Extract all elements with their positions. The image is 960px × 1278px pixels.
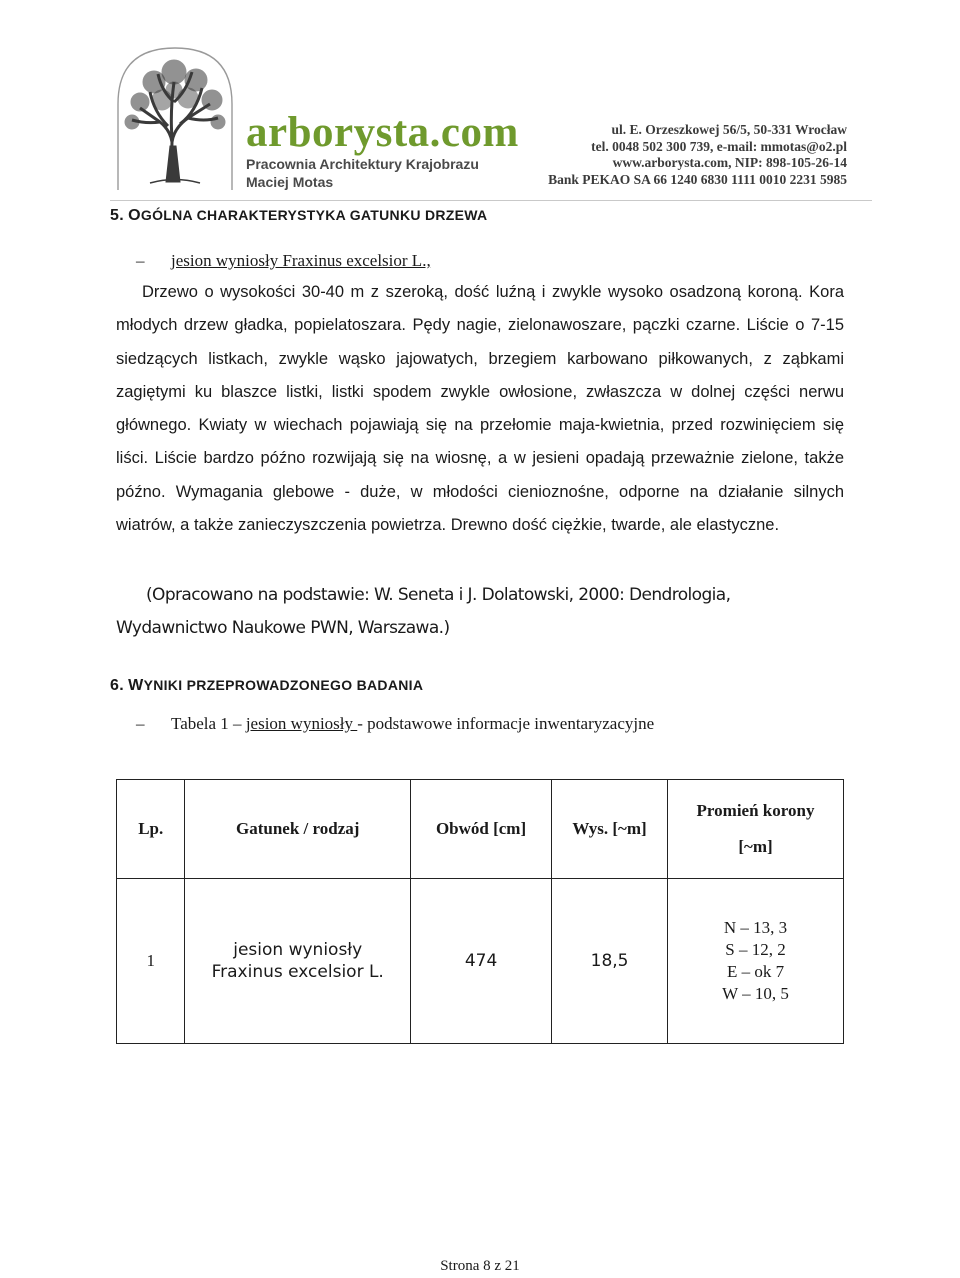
header-gatunek: Gatunek / rodzaj [185,780,410,879]
inventory-table [116,779,844,1044]
species-description: Drzewo o wysokości 30-40 m z szeroką, dość luźną i zwykle wysoko osadzoną koroną. Kora młodych drzew gładka, popielatoszara. Pędy nagie, zielonawoszare, pączki czarne. Liście o 7-15 siedzących listkach, zwykle wąsko jajowatych, brzegiem karbowano piłkowanych, z ząbkami zagiętymi ku blaszce listki, listki spodem zwykle owłosione, zwłaszcza w dolnej części nerwu głównego. Kwiaty w wiechach pojawiają się na przełomie maja-kwietnia, przed rozwinięciem się liści. Liście bardzo późno rozwijają się na wiosnę, a w jesieni opadają przeważnie zielone, także późno. Wymagania glebowe - duże, w młodości cienioznośne, odporne na działanie silnych wiatrów, a także zanieczyszczenia powietrza. Drewno dość ciężkie, twarde, ale elastyczne. [116,283,844,535]
contact-web-nip: www.arborysta.com, NIP: 898-105-26-14 [612,155,847,170]
section-5-heading: 5. OGÓLNA CHARAKTERYSTYKA GATUNKU DRZEWA [110,207,488,224]
brand-name: arborysta.com [246,109,519,156]
page-number: Strona 8 z 21 [440,1258,520,1274]
table-row [117,879,844,1044]
contact-block [548,122,847,188]
header-lp: Lp. [117,780,185,879]
brand-subtitle: Pracownia Architektury Krajobrazu [246,156,479,172]
table-header-row [117,780,844,879]
cell-obwod: 474 [410,879,551,1044]
species-name-link: jesion wyniosły Fraxinus excelsior L., [171,251,431,270]
cell-wys: 18,5 [552,879,668,1044]
contact-address: ul. E. Orzeszkowej 56/5, 50-331 Wrocław [611,122,847,137]
brand-owner: Maciej Motas [246,174,334,190]
source-citation: (Opracowano na podstawie: W. Seneta i J. Dolatowski, 2000: Dendrologia, Wydawnictwo Naukowe PWN, Warszawa.) [116,585,731,638]
header-obwod: Obwód [cm] [410,780,551,879]
cell-species: jesion wyniosły Fraxinus excelsior L. [185,879,410,1044]
header-promien: Promień korony [~m] [668,780,844,879]
cell-crown-radii: N – 13, 3 S – 12, 2 E – ok 7 W – 10, 5 [668,879,844,1044]
section-6-heading: 6. WYNIKI PRZEPROWADZONEGO BADANIA [110,677,424,694]
contact-phone-email: tel. 0048 502 300 739, e-mail: mmotas@o2.pl [591,138,847,154]
species-line: – jesion wyniosły Fraxinus excelsior L., [136,251,431,270]
header-divider [110,200,872,201]
contact-bank: Bank PEKAO SA 66 1240 6830 1111 0010 2231 5985 [548,171,847,187]
tree-logo-icon [110,42,240,192]
cell-lp: 1 [117,879,185,1044]
header-wys: Wys. [~m] [552,780,668,879]
table-caption: – Tabela 1 – jesion wyniosły - podstawowe informacje inwentaryzacyjne [136,714,655,733]
